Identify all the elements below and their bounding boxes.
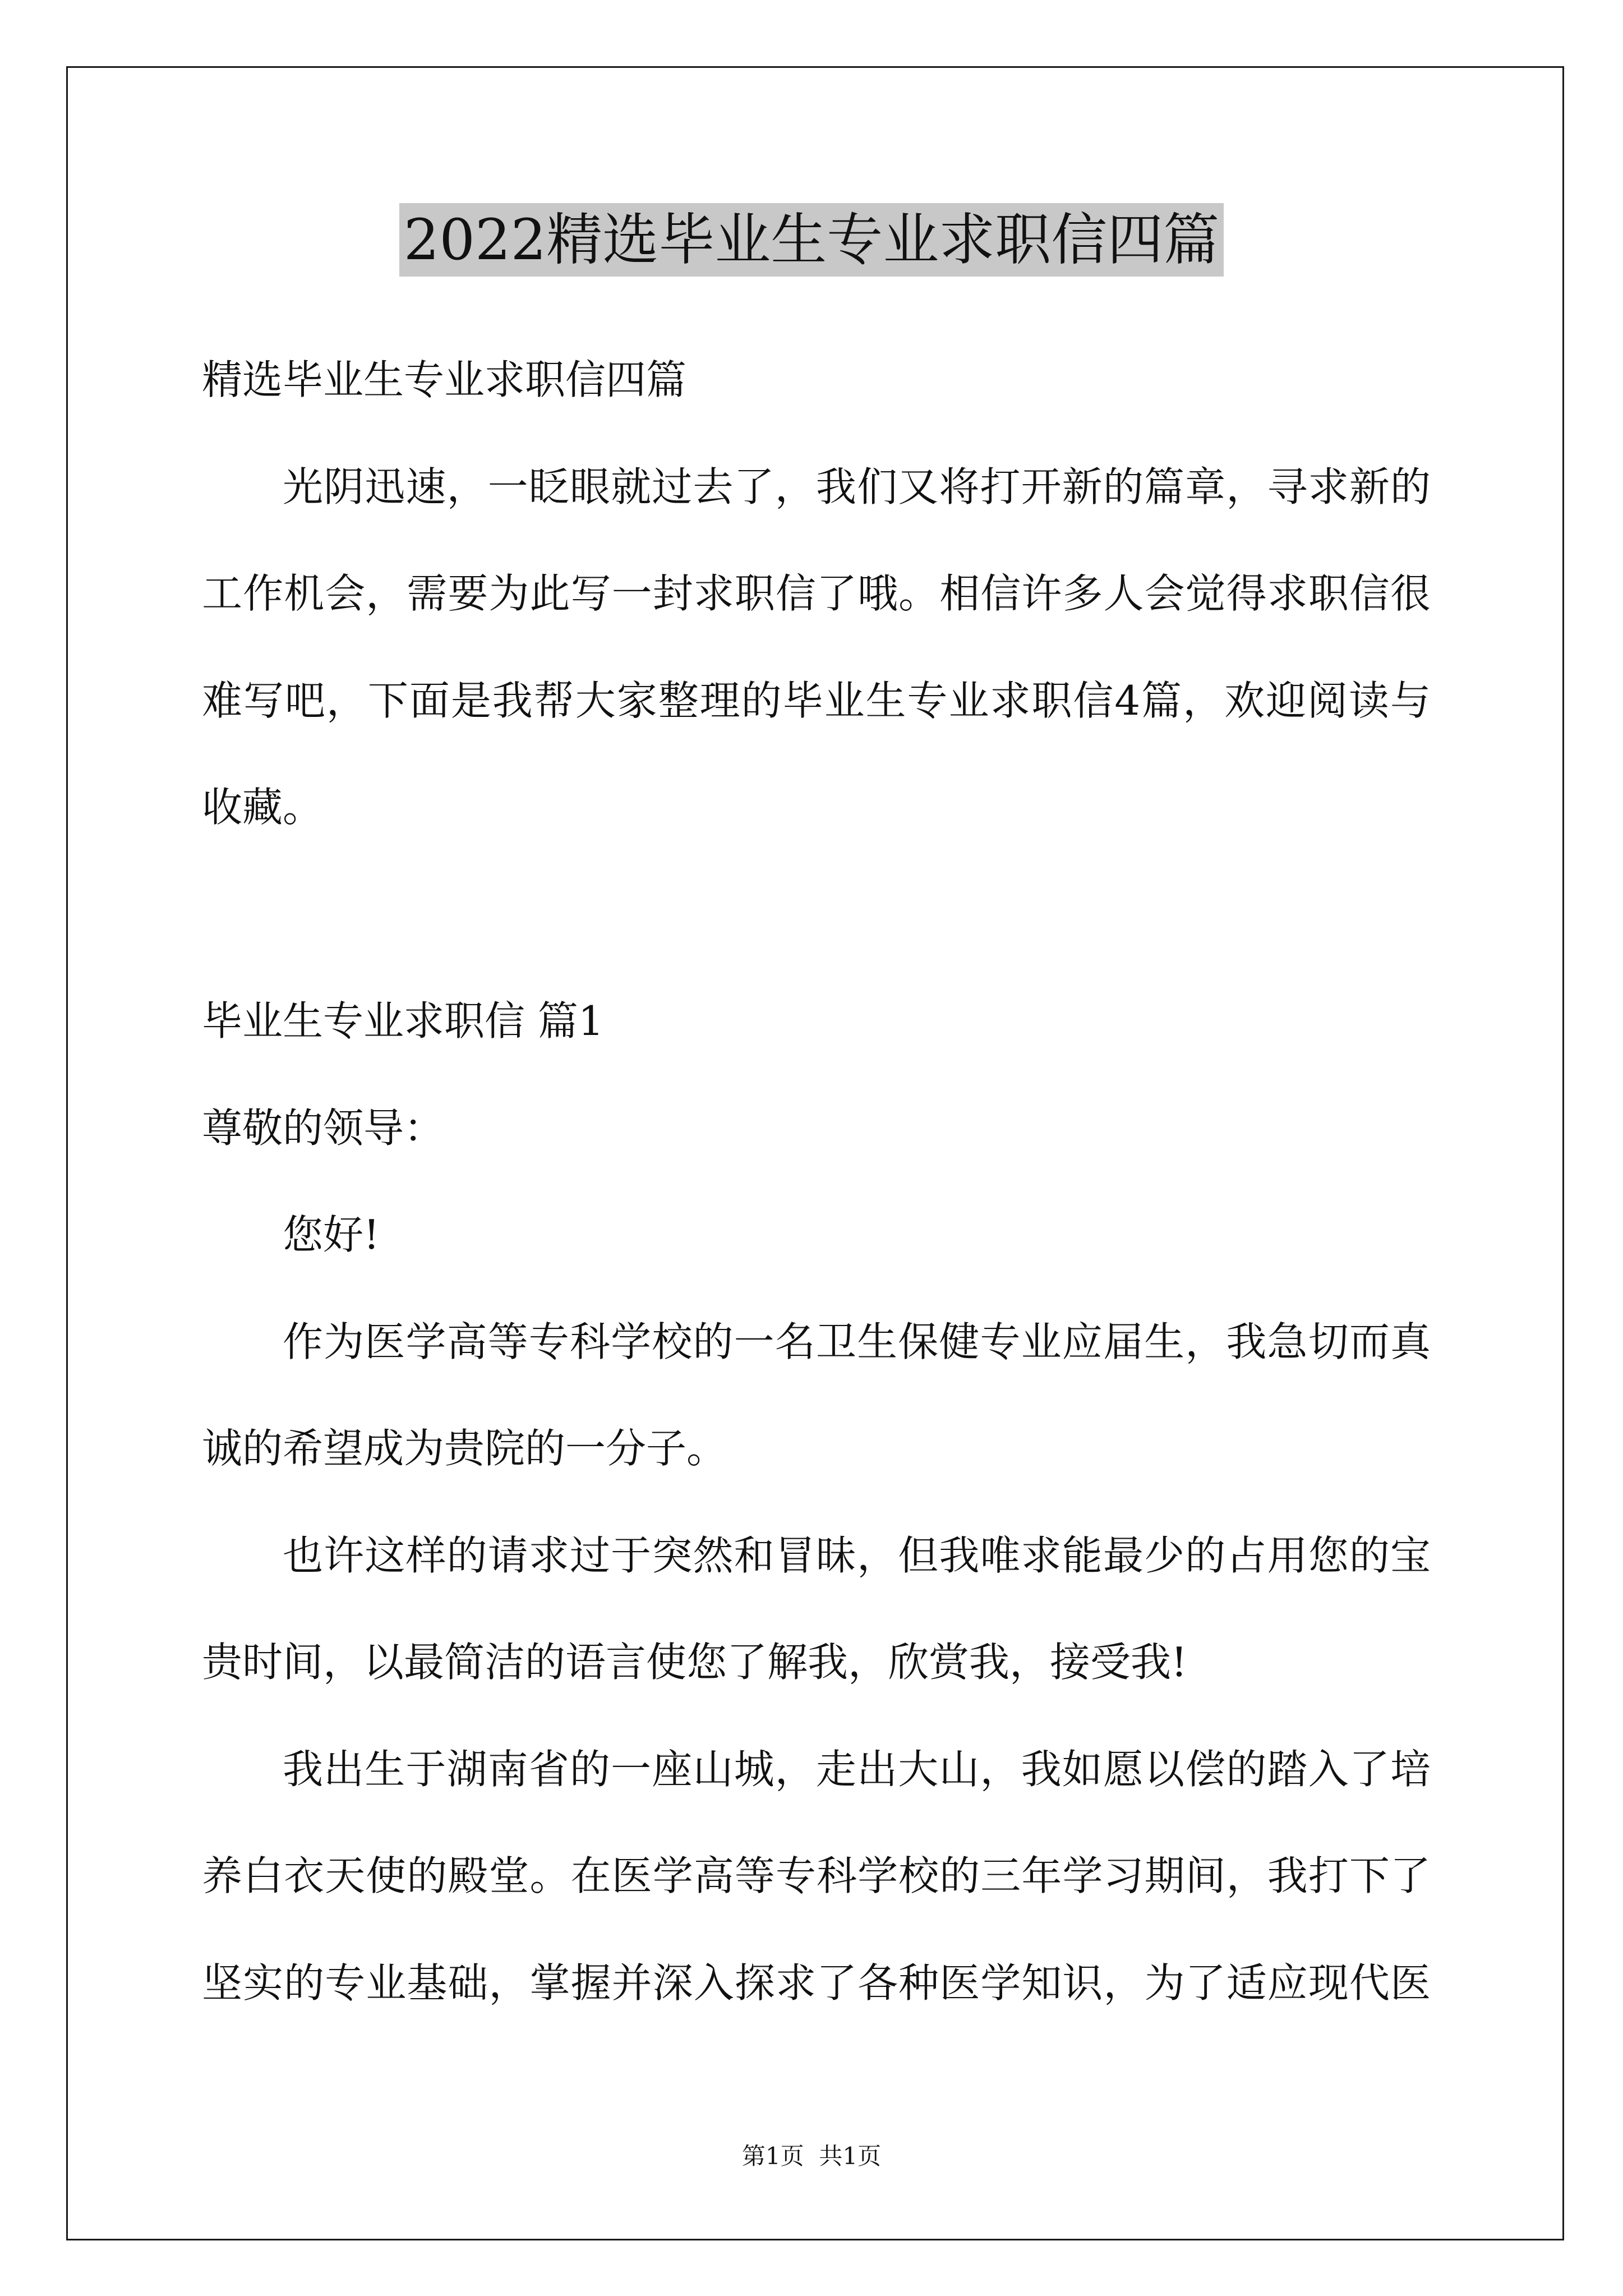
paragraph-line: 贵时间，以最简洁的语言使您了解我，欣赏我，接受我! — [202, 1639, 1187, 1686]
paragraph-line: 养白衣天使的殿堂。在医学高等专科学校的三年学习期间，我打下了 — [202, 1852, 1431, 1899]
paragraph-line: 工作机会，需要为此写一封求职信了哦。相信许多人会觉得求职信很 — [202, 570, 1431, 617]
letter-paragraph — [202, 1289, 1431, 1502]
document-title: 2022精选毕业生专业求职信四篇 — [399, 203, 1224, 277]
title-row — [0, 203, 1623, 277]
intro-paragraph — [202, 434, 1431, 861]
intro-heading: 精选毕业生专业求职信四篇 — [202, 356, 687, 403]
salutation: 尊敬的领导： — [202, 1104, 445, 1152]
document-body — [202, 326, 1431, 2036]
paragraph-line: 坚实的专业基础，掌握并深入探求了各种医学知识，为了适应现代医 — [202, 1959, 1431, 2007]
page-footer: 第1页 共1页 — [741, 2142, 882, 2170]
paragraph-line: 诚的希望成为贵院的一分子。 — [202, 1425, 727, 1472]
letter-paragraph — [202, 1716, 1431, 2037]
paragraph-line: 光阴迅速，一眨眼就过去了，我们又将打开新的篇章，寻求新的 — [283, 463, 1431, 510]
paragraph-line: 作为医学高等专科学校的一名卫生保健专业应届生，我急切而真 — [283, 1318, 1431, 1365]
paragraph-line: 难写吧，下面是我帮大家整理的毕业生专业求职信4篇，欢迎阅读与 — [202, 677, 1431, 724]
greeting: 您好! — [283, 1211, 380, 1258]
paragraph-line: 也许这样的请求过于突然和冒昧，但我唯求能最少的占用您的宝 — [283, 1531, 1431, 1579]
letter-paragraph — [202, 1502, 1431, 1716]
paragraph-line: 我出生于湖南省的一座山城，走出大山，我如愿以偿的踏入了培 — [283, 1745, 1431, 1793]
blank-line — [202, 861, 1431, 968]
section-heading: 毕业生专业求职信 篇1 — [202, 997, 604, 1045]
paragraph-line: 收藏。 — [202, 784, 324, 831]
